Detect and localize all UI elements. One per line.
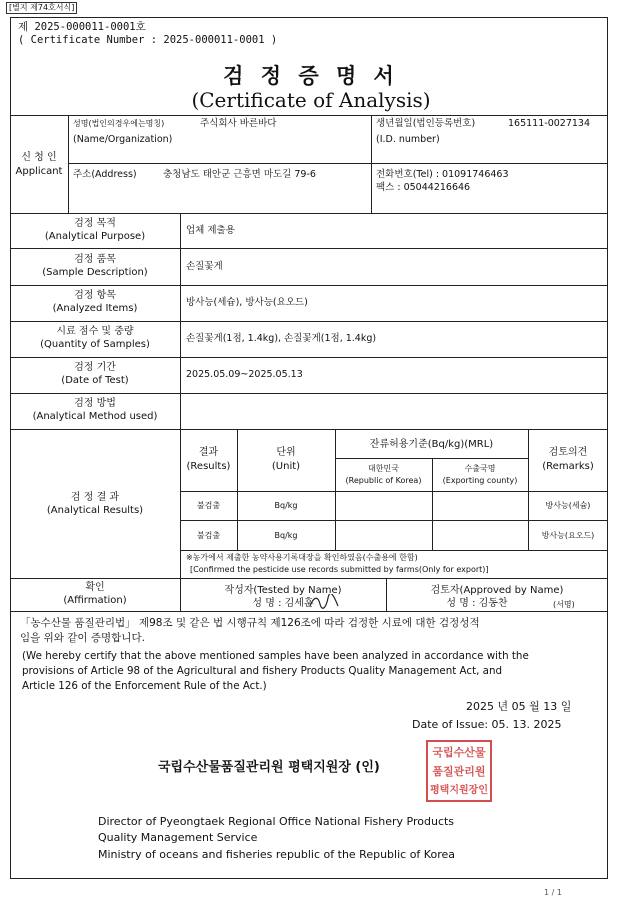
results-label-en: (Analytical Results) — [46, 505, 144, 516]
tested-by-name: 성 명 : 김세훈 — [252, 598, 314, 609]
affirmation-label-ko: 확인 — [85, 582, 105, 593]
col-result-en: (Results) — [186, 461, 231, 472]
method-label-ko: 검정 방법 — [74, 398, 116, 409]
name-label-en: (Name/Organization) — [73, 134, 173, 145]
approver-sign-mark: (서명) — [553, 600, 575, 609]
certificate-number-en: ( Certificate Number : 2025-000011-0001 ) — [18, 34, 278, 46]
sample-label-ko: 검정 품목 — [74, 254, 116, 265]
certification-text-en-3: Article 126 of the Enforcement Rule of the Act.) — [22, 680, 267, 692]
remark-cell: 방사능(요오드) — [541, 531, 595, 540]
col-unit-en: (Unit) — [271, 461, 301, 472]
certificate-number-ko: 제 2025-000011-0001호 — [18, 21, 146, 33]
official-seal-stamp: 국립수산물 품질관리원 평택지원장인 — [426, 740, 492, 802]
remark-cell: 방사능(세슘) — [545, 501, 591, 510]
name-label-ko: 성명(법인의경우에는명칭) — [73, 119, 165, 128]
certification-text-en-2: provisions of Article 98 of the Agricultural and fishery Products Quality Management Act, and — [22, 665, 503, 677]
date-label-ko: 검정 기간 — [74, 362, 116, 373]
items-label-en: (Analyzed Items) — [52, 303, 138, 314]
col-unit-ko: 단위 — [276, 447, 296, 458]
col-result-ko: 결과 — [198, 447, 219, 458]
form-number: [별지 제74호서식] — [6, 2, 77, 14]
certification-text-ko-1: 「농수산물 품질관리법」 제98조 및 같은 법 시행규칙 제126조에 따라 검정한 시료에 대한 검정성적 — [20, 617, 480, 629]
quantity-label-ko: 시료 점수 및 중량 — [56, 326, 134, 337]
address-label: 주소(Address) — [73, 169, 137, 180]
issuer-korean: 국립수산물품질관리원 평택지원장 (인) — [158, 760, 380, 775]
col-remarks-ko: 검토의견 — [548, 447, 588, 458]
quantity-label-en: (Quantity of Samples) — [40, 339, 150, 350]
method-label-en: (Analytical Method used) — [32, 411, 158, 422]
id-label-ko: 생년월일(법인등록번호) — [376, 118, 476, 129]
date-label-en: (Date of Test) — [61, 375, 129, 386]
sample-value: 손질꽃게 — [186, 261, 223, 272]
affirmation-label-en: (Affirmation) — [63, 595, 127, 606]
certification-text-en-1: (We hereby certify that the above mentioned samples have been analyzed in accordance with the — [22, 650, 529, 662]
title-english: (Certificate of Analysis) — [191, 88, 431, 112]
approved-by-name: 성 명 : 김동찬 — [446, 598, 508, 609]
applicant-fax: 팩스 : 05044216646 — [376, 182, 471, 193]
approved-by-label: 검토자(Approved by Name) — [430, 585, 564, 596]
page-number: 1 / 1 — [544, 888, 562, 897]
issue-date-en: Date of Issue: 05. 13. 2025 — [412, 718, 562, 731]
unit-cell: Bq/kg — [274, 501, 298, 510]
items-label-ko: 검정 항목 — [74, 290, 116, 301]
tested-by-label: 작성자(Tested by Name) — [224, 585, 342, 596]
col-remarks-en: (Remarks) — [542, 461, 594, 472]
certification-text-ko-2: 임을 위와 같이 증명합니다. — [20, 632, 145, 644]
purpose-value: 업체 제출용 — [186, 225, 235, 236]
purpose-label-ko: 검정 목적 — [74, 218, 116, 229]
tester-signature — [308, 594, 342, 610]
applicant-label-en: Applicant — [15, 166, 63, 177]
issuer-english-3: Ministry of oceans and fisheries republic of the Republic of Korea — [98, 848, 455, 861]
col-korea-ko: 대한민국 — [368, 464, 399, 473]
id-label-en: (I.D. number) — [376, 134, 440, 145]
sample-label-en: (Sample Description) — [42, 267, 148, 278]
result-cell: 불검출 — [196, 531, 221, 540]
results-label-ko: 검 정 결 과 — [70, 492, 120, 503]
col-korea-en: (Republic of Korea) — [345, 476, 422, 485]
issuer-english-1: Director of Pyeongtaek Regional Office National Fishery Products — [98, 815, 455, 828]
applicant-label-ko: 신 청 인 — [21, 152, 57, 163]
applicant-name: 주식회사 바른바다 — [200, 118, 277, 129]
applicant-tel: 전화번호(Tel) : 01091746463 — [376, 169, 509, 180]
result-cell: 불검출 — [196, 501, 221, 510]
quantity-value: 손질꽃게(1점, 1.4kg), 손질꽃게(1점, 1.4kg) — [186, 333, 377, 344]
unit-cell: Bq/kg — [274, 531, 298, 540]
issuer-english-2: Quality Management Service — [98, 831, 258, 844]
col-mrl: 잔류허용기준(Bq/kg)(MRL) — [369, 439, 494, 450]
applicant-address: 충청남도 태안군 근흥면 마도길 79-6 — [163, 169, 316, 180]
purpose-label-en: (Analytical Purpose) — [44, 231, 146, 242]
date-value: 2025.05.09~2025.05.13 — [186, 369, 303, 380]
issue-date-ko: 2025 년 05 월 13 일 — [466, 700, 572, 713]
title-korean: 검 정 증 명 서 — [223, 63, 399, 88]
col-export-en: (Exporting county) — [442, 476, 518, 485]
items-value: 방사능(세슘), 방사능(요오드) — [186, 297, 308, 308]
pesticide-note-ko: ※농가에서 제출한 농약사용기록대장을 확인하였음(수출용에 한함) — [186, 553, 418, 562]
applicant-id: 165111-0027134 — [508, 118, 591, 129]
col-export-ko: 수출국명 — [464, 464, 496, 473]
pesticide-note-en: [Confirmed the pesticide use records submitted by farms(Only for export)] — [190, 565, 489, 574]
